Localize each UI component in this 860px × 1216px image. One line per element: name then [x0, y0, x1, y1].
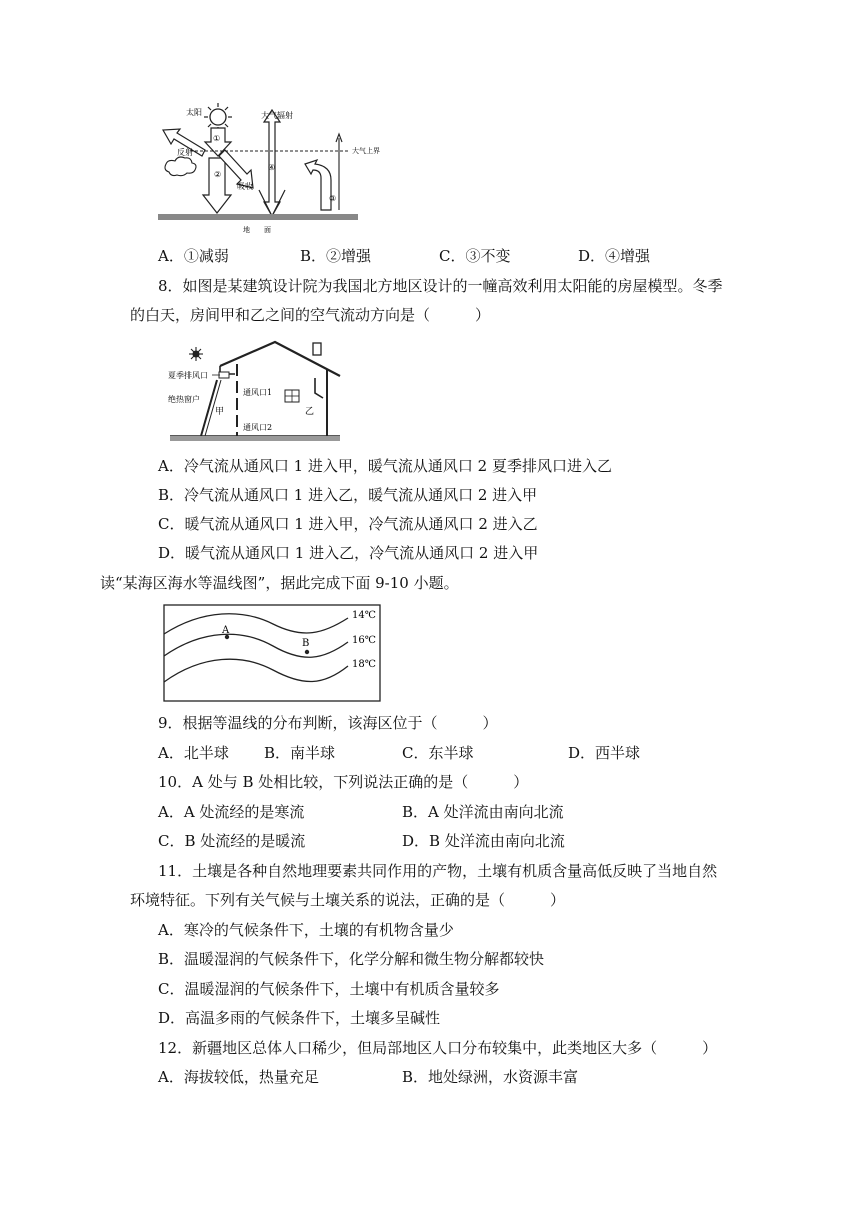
label-n4: ④: [268, 163, 276, 172]
q7-option-a[interactable]: A．①减弱: [158, 247, 229, 265]
isotherm-14-label: 14℃: [352, 610, 376, 621]
q10-option-b[interactable]: B．A 处洋流由南向北流: [402, 803, 564, 821]
insulated-window-label: 绝热窗户: [168, 395, 200, 404]
atm-top-label: 大气上界: [352, 147, 380, 155]
label-n3: ③: [329, 194, 337, 203]
ground-label: 地 面: [243, 226, 271, 234]
label-n1: ①: [213, 134, 221, 143]
isotherm-18-label: 18℃: [352, 659, 376, 670]
q10-stem: 10．A 处与 B 处相比较，下列说法正确的是（ ）: [158, 773, 529, 791]
isotherm-16-label: 16℃: [352, 635, 376, 646]
q11-option-a[interactable]: A．寒冷的气候条件下，土壤的有机物含量少: [158, 921, 454, 939]
q12-option-b[interactable]: B．地处绿洲，水资源丰富: [402, 1068, 579, 1086]
vent2-label: 通风口2: [243, 423, 273, 432]
q11-option-c[interactable]: C．温暖湿润的气候条件下，土壤中有机质含量较多: [158, 980, 500, 998]
absorb-label: 吸收: [237, 182, 253, 191]
q8-option-c[interactable]: C．暖气流从通风口 1 进入甲，冷气流从通风口 2 进入乙: [158, 515, 538, 533]
isotherm-figure: [163, 604, 381, 702]
q9-option-b[interactable]: B．南半球: [264, 744, 336, 762]
q7-option-b[interactable]: B．②增强: [300, 247, 372, 265]
q11-stem-line1: 11．土壤是各种自然地理要素共同作用的产物，土壤有机质含量高低反映了当地自然: [158, 862, 718, 880]
q9-option-d[interactable]: D．西半球: [568, 744, 641, 762]
q11-option-b[interactable]: B．温暖湿润的气候条件下，化学分解和微生物分解都较快: [158, 950, 545, 968]
sun-icon: [204, 103, 232, 131]
house-model-figure: [165, 338, 345, 446]
summer-vent-label: 夏季排风口: [168, 371, 208, 380]
q7-option-d[interactable]: D．④增强: [578, 247, 651, 265]
q9-option-c[interactable]: C．东半球: [402, 744, 474, 762]
intro-9-10: 读“某海区海水等温线图”，据此完成下面 9-10 小题。: [100, 574, 459, 592]
room-a-label: 甲: [215, 407, 225, 417]
q10-option-d[interactable]: D．B 处洋流由南向北流: [402, 832, 565, 850]
q8-option-a[interactable]: A．冷气流从通风口 1 进入甲，暖气流从通风口 2 夏季排风口进入乙: [158, 457, 612, 475]
q7-option-c[interactable]: C．③不变: [439, 247, 511, 265]
atm-radiation-label: 大气辐射: [261, 111, 293, 120]
q10-option-a[interactable]: A．A 处流经的是寒流: [158, 803, 305, 821]
atmosphere-radiation-figure: [155, 100, 380, 235]
q9-option-a[interactable]: A．北半球: [158, 744, 229, 762]
q11-option-d[interactable]: D．高温多雨的气候条件下，土壤多呈碱性: [158, 1009, 441, 1027]
vent1-label: 通风口1: [243, 388, 273, 397]
room-b-label: 乙: [305, 407, 315, 417]
q10-option-c[interactable]: C．B 处流经的是暖流: [158, 832, 306, 850]
q8-option-d[interactable]: D．暖气流从通风口 1 进入乙，冷气流从通风口 2 进入甲: [158, 544, 539, 562]
q12-option-a[interactable]: A．海拔较低，热量充足: [158, 1068, 319, 1086]
cloud-icon: [165, 157, 196, 176]
q11-stem-line2: 环境特征。下列有关气候与土壤关系的说法，正确的是（ ）: [130, 891, 566, 909]
sun-icon: [189, 347, 203, 361]
point-a-label: A: [222, 625, 230, 636]
q8-stem-line1: 8．如图是某建筑设计院为我国北方地区设计的一幢高效利用太阳能的房屋模型。冬季: [158, 277, 723, 295]
sun-label: 太阳: [186, 108, 202, 117]
q12-stem: 12．新疆地区总体人口稀少，但局部地区人口分布较集中，此类地区大多（ ）: [158, 1039, 718, 1057]
label-n2: ②: [214, 170, 222, 179]
reflect-label: 反射: [177, 148, 193, 157]
q8-option-b[interactable]: B．冷气流从通风口 1 进入乙，暖气流从通风口 2 进入甲: [158, 486, 538, 504]
point-b-label: B: [302, 638, 310, 649]
q8-stem-line2: 的白天，房间甲和乙之间的空气流动方向是（ ）: [130, 306, 491, 324]
q9-stem: 9．根据等温线的分布判断，该海区位于（ ）: [158, 714, 498, 732]
